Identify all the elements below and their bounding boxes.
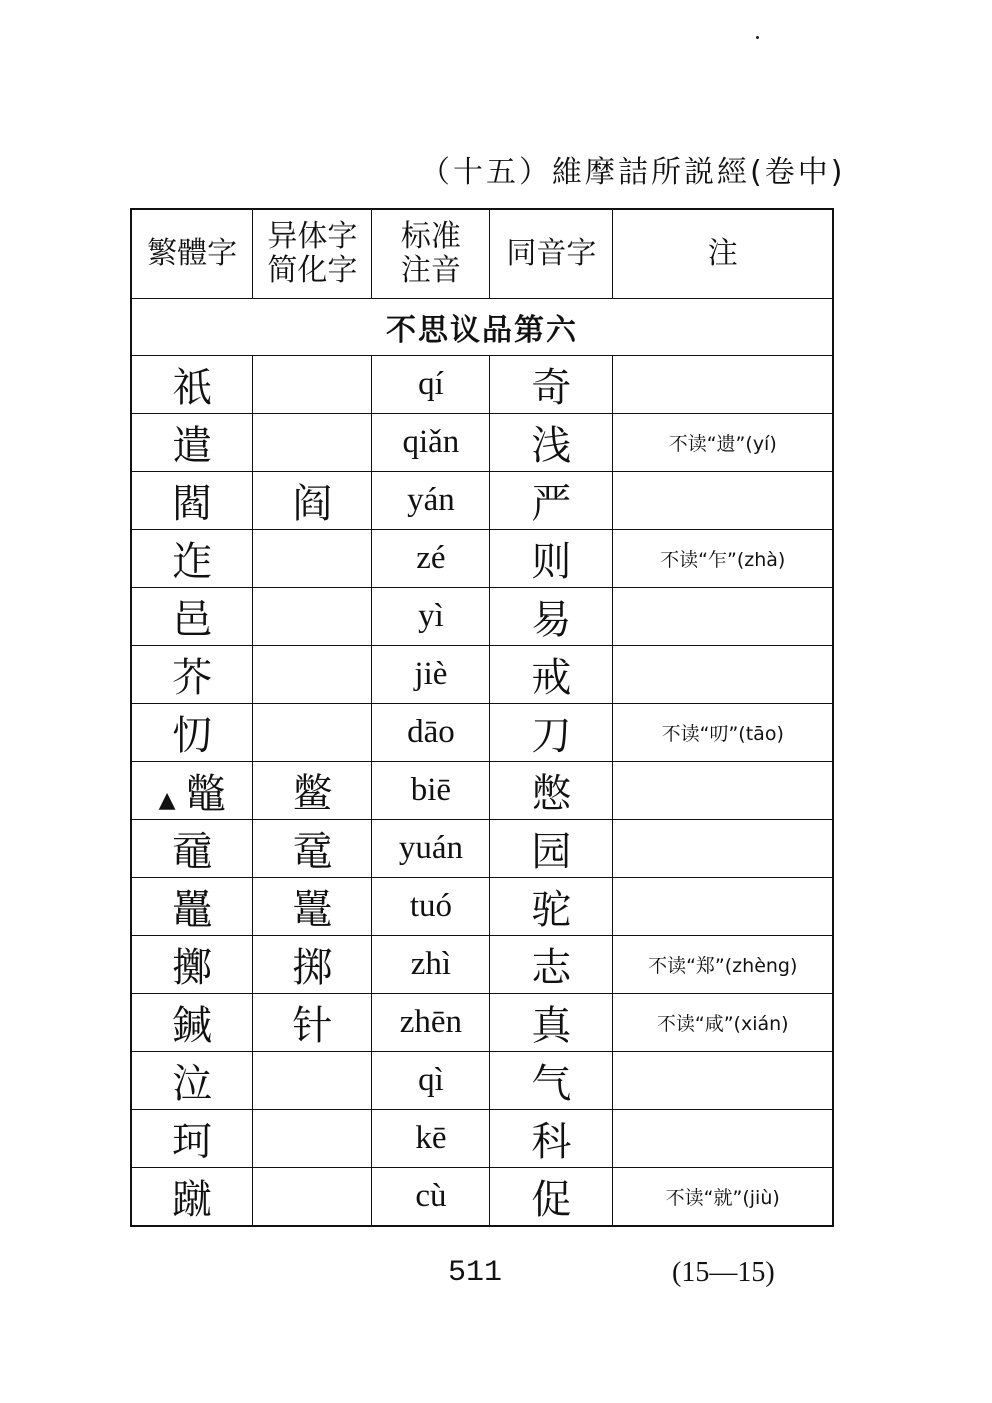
simplified-char-cell	[253, 820, 372, 878]
traditional-char-cell	[131, 414, 253, 472]
col-header-homophone: 同音字	[490, 209, 613, 299]
traditional-char-text: 鼈	[185, 771, 226, 817]
homophone-cell	[490, 414, 613, 472]
traditional-char-text: 擲	[172, 945, 213, 991]
note-cell	[613, 414, 833, 472]
col-header-standard-pinyin: 标准 注音	[372, 209, 490, 299]
simplified-char-text: 鼋	[292, 829, 333, 875]
note-text: 不读“遗”(yí)	[668, 433, 777, 455]
note-cell	[613, 1052, 833, 1110]
table-row	[131, 878, 833, 936]
pinyin-text: qiǎn	[402, 424, 460, 460]
note-cell	[613, 878, 833, 936]
note-text: 不读“就”(jiù)	[665, 1187, 780, 1209]
traditional-char-text: 泣	[172, 1061, 213, 1107]
note-text: 不读“叨”(tāo)	[661, 723, 784, 745]
traditional-char-cell	[131, 1168, 253, 1227]
homophone-cell	[490, 704, 613, 762]
table-row	[131, 704, 833, 762]
traditional-char-cell	[131, 646, 253, 704]
note-cell	[613, 762, 833, 820]
pinyin-text: zé	[416, 540, 446, 576]
simplified-char-cell	[253, 588, 372, 646]
traditional-char-text: 珂	[172, 1119, 213, 1165]
pinyin-cell	[372, 414, 490, 472]
traditional-char-text: 遣	[172, 423, 213, 469]
table-header-row	[131, 209, 833, 299]
homophone-text: 戒	[531, 655, 572, 701]
simplified-char-cell	[253, 1052, 372, 1110]
pinyin-text: yán	[407, 482, 455, 518]
table-row	[131, 646, 833, 704]
simplified-char-cell	[253, 414, 372, 472]
pinyin-cell	[372, 762, 490, 820]
traditional-char-cell	[131, 588, 253, 646]
traditional-char-cell	[131, 530, 253, 588]
homophone-cell	[490, 646, 613, 704]
pinyin-text: tuó	[409, 888, 452, 924]
homophone-cell	[490, 820, 613, 878]
simplified-char-text: 掷	[292, 945, 333, 991]
page-number: 511	[448, 1256, 503, 1290]
simplified-char-cell	[253, 646, 372, 704]
traditional-char-cell	[131, 762, 253, 820]
note-cell	[613, 530, 833, 588]
simplified-char-text: 鳖	[292, 771, 333, 817]
table-row	[131, 1052, 833, 1110]
pinyin-cell	[372, 530, 490, 588]
note-text: 不读“郑”(zhèng)	[648, 955, 798, 977]
homophone-text: 促	[531, 1177, 572, 1223]
simplified-char-cell	[253, 1110, 372, 1168]
pinyin-cell	[372, 1110, 490, 1168]
simplified-char-cell	[253, 356, 372, 414]
pinyin-cell	[372, 820, 490, 878]
simplified-char-text: 阎	[292, 481, 333, 527]
pinyin-cell	[372, 704, 490, 762]
homophone-cell	[490, 762, 613, 820]
pinyin-cell	[372, 1168, 490, 1227]
note-cell	[613, 1110, 833, 1168]
traditional-char-text: 邑	[172, 597, 213, 643]
col-header-note: 注	[613, 209, 833, 299]
traditional-char-text: 祇	[172, 365, 213, 411]
traditional-char-text: 迮	[172, 539, 213, 585]
homophone-cell	[490, 1052, 613, 1110]
table-row	[131, 530, 833, 588]
pinyin-text: biē	[410, 772, 452, 808]
pinyin-text: qì	[418, 1062, 444, 1098]
homophone-text: 真	[531, 1003, 572, 1049]
homophone-text: 志	[531, 945, 572, 991]
traditional-char-text: 黿	[172, 829, 213, 875]
pinyin-cell	[372, 1052, 490, 1110]
table-row	[131, 588, 833, 646]
note-cell	[613, 588, 833, 646]
homophone-text: 驼	[531, 887, 572, 933]
pinyin-text: qí	[418, 366, 444, 402]
table-row	[131, 1110, 833, 1168]
homophone-text: 奇	[531, 365, 572, 411]
col-header-traditional: 繁體字	[131, 209, 253, 299]
triangle-marker-icon: ▲	[158, 788, 176, 813]
simplified-char-cell	[253, 994, 372, 1052]
traditional-char-cell	[131, 1052, 253, 1110]
traditional-char-cell	[131, 936, 253, 994]
table-row	[131, 820, 833, 878]
pinyin-text: zhēn	[399, 1004, 463, 1040]
note-cell	[613, 356, 833, 414]
homophone-text: 刀	[531, 713, 572, 759]
pinyin-text: dāo	[407, 714, 455, 750]
table-row	[131, 1168, 833, 1227]
pinyin-cell	[372, 588, 490, 646]
pinyin-cell	[372, 936, 490, 994]
homophone-cell	[490, 356, 613, 414]
note-cell	[613, 936, 833, 994]
simplified-char-cell	[253, 936, 372, 994]
traditional-char-text: 鍼	[172, 1003, 213, 1049]
simplified-char-cell	[253, 530, 372, 588]
simplified-char-text: 针	[292, 1003, 333, 1049]
homophone-text: 科	[531, 1119, 572, 1165]
note-cell	[613, 994, 833, 1052]
simplified-char-cell	[253, 762, 372, 820]
homophone-cell	[490, 994, 613, 1052]
traditional-char-cell	[131, 472, 253, 530]
traditional-char-cell	[131, 356, 253, 414]
homophone-cell	[490, 588, 613, 646]
pinyin-cell	[372, 994, 490, 1052]
note-text: 不读“乍”(zhà)	[660, 549, 786, 571]
pinyin-cell	[372, 472, 490, 530]
homophone-cell	[490, 936, 613, 994]
homophone-cell	[490, 530, 613, 588]
page-title: （十五）維摩詰所説經(卷中)	[420, 155, 846, 190]
simplified-char-cell	[253, 472, 372, 530]
note-cell	[613, 704, 833, 762]
table-row	[131, 994, 833, 1052]
pinyin-cell	[372, 646, 490, 704]
homophone-cell	[490, 472, 613, 530]
traditional-char-text: 蹴	[172, 1177, 213, 1223]
scan-speck	[756, 36, 759, 39]
traditional-char-cell	[131, 820, 253, 878]
pinyin-text: zhì	[410, 946, 452, 982]
pinyin-text: yuán	[398, 830, 463, 866]
note-cell	[613, 820, 833, 878]
pinyin-cell	[372, 356, 490, 414]
traditional-char-cell	[131, 994, 253, 1052]
homophone-text: 气	[531, 1061, 572, 1107]
section-title: 不思议品第六	[131, 299, 833, 356]
pinyin-text: jiè	[414, 656, 448, 692]
traditional-char-cell	[131, 704, 253, 762]
note-cell	[613, 472, 833, 530]
table-row	[131, 356, 833, 414]
traditional-char-text: 芥	[172, 655, 213, 701]
homophone-cell	[490, 1110, 613, 1168]
pinyin-text: kē	[415, 1120, 447, 1156]
table-row	[131, 762, 833, 820]
homophone-text: 浅	[531, 423, 572, 469]
homophone-text: 憋	[531, 771, 572, 817]
homophone-cell	[490, 878, 613, 936]
traditional-char-text: 閻	[172, 481, 213, 527]
simplified-char-cell	[253, 878, 372, 936]
note-cell	[613, 1168, 833, 1227]
pronunciation-table	[130, 208, 834, 1227]
pinyin-text: cù	[415, 1178, 447, 1214]
homophone-cell	[490, 1168, 613, 1227]
traditional-char-cell	[131, 1110, 253, 1168]
note-text: 不读“咸”(xián)	[656, 1013, 789, 1035]
homophone-text: 易	[531, 597, 572, 643]
traditional-char-text: 忉	[172, 713, 213, 759]
simplified-char-text: 鼍	[292, 887, 333, 933]
simplified-char-cell	[253, 1168, 372, 1227]
homophone-text: 则	[531, 539, 572, 585]
homophone-text: 严	[531, 481, 572, 527]
traditional-char-cell	[131, 878, 253, 936]
table-row	[131, 472, 833, 530]
pinyin-cell	[372, 878, 490, 936]
note-cell	[613, 646, 833, 704]
homophone-text: 园	[531, 829, 572, 875]
traditional-char-text: 鼉	[172, 887, 213, 933]
page-range: (15—15)	[672, 1257, 775, 1288]
col-header-variant-simplified: 异体字 简化字	[253, 209, 372, 299]
section-title-row	[131, 299, 833, 356]
simplified-char-cell	[253, 704, 372, 762]
table-row	[131, 414, 833, 472]
pinyin-text: yì	[418, 598, 444, 634]
table-row	[131, 936, 833, 994]
